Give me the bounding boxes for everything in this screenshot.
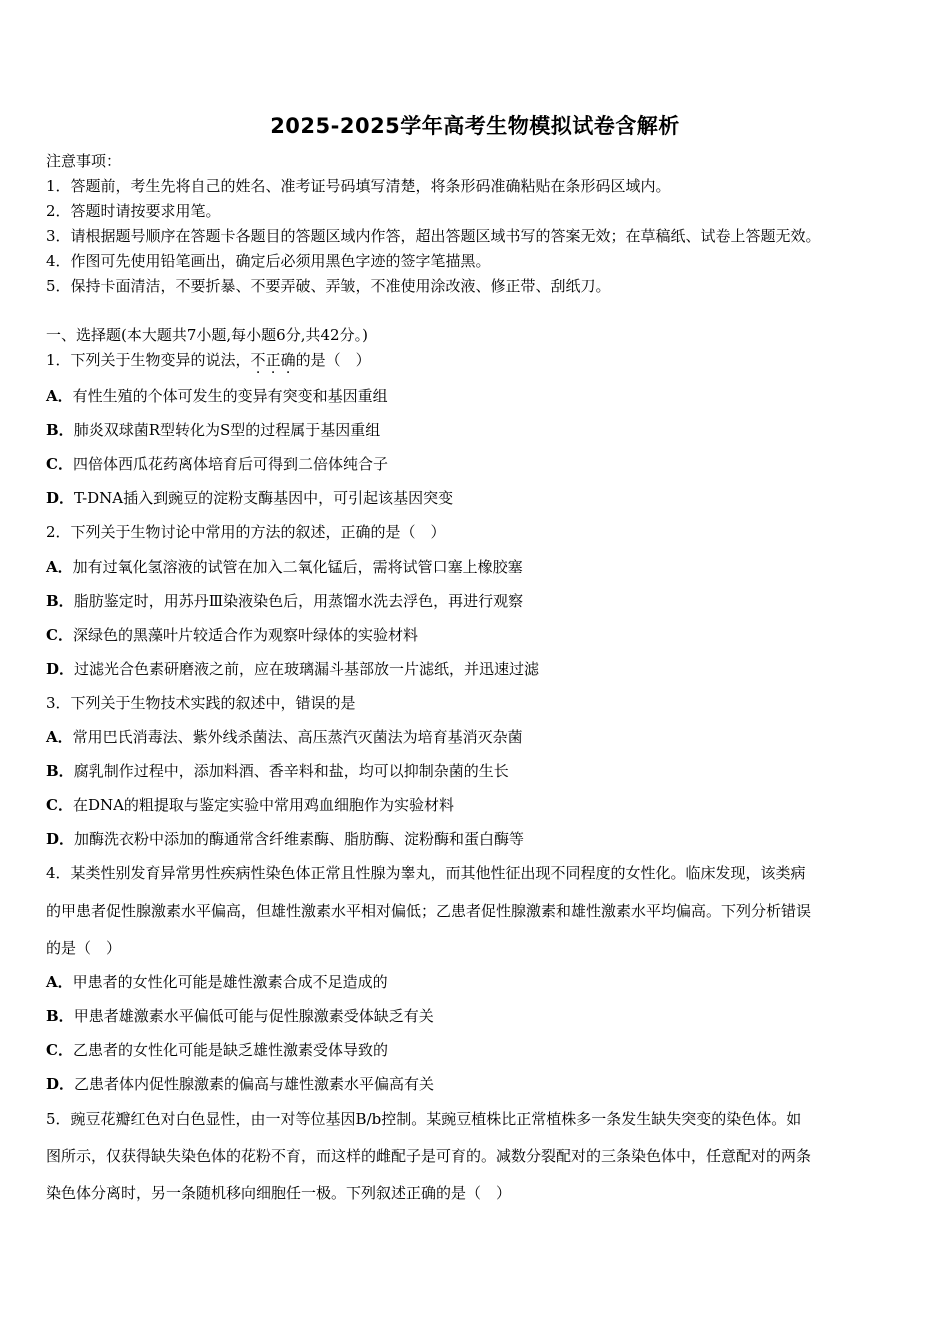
option-letter: A． [46,728,73,746]
question-5-stem-line-2: 图所示，仅获得缺失染色体的花粉不育，而这样的雌配子是可育的。减数分裂配对的三条染色体中，任意配对的两条 [46,1147,812,1165]
question-2-option-a [46,557,523,577]
option-letter: B． [46,421,74,439]
option-text: 甲患者的女性化可能是雄性激素合成不足造成的 [72,973,388,991]
question-4-option-b [46,1006,434,1026]
question-4-option-c [46,1040,388,1060]
option-letter: C． [46,1041,73,1059]
question-5-stem-line-3: 染色体分离时，另一条随机移向细胞任一极。下列叙述正确的是（ ） [46,1184,512,1202]
question-1-stem [46,350,371,370]
question-4-option-d [46,1074,434,1094]
question-1-emphasis: 不正确 [250,351,296,369]
option-letter: D． [46,1075,75,1093]
question-1-option-d [46,488,453,508]
option-text: 常用巴氏消毒法、紫外线杀菌法、高压蒸汽灭菌法为培育基消灭杂菌 [72,728,523,746]
option-text: 甲患者雄激素水平偏低可能与促性腺激素受体缺乏有关 [73,1007,434,1025]
question-2-option-d [46,659,539,679]
question-3-option-b [46,761,509,781]
option-letter: D． [46,830,75,848]
question-3-stem: 3．下列关于生物技术实践的叙述中，错误的是 [46,694,356,712]
option-text: 加有过氧化氢溶液的试管在加入二氧化锰后，需将试管口塞上橡胶塞 [72,558,523,576]
option-text: 乙患者体内促性腺激素的偏高与雄性激素水平偏高有关 [74,1075,435,1093]
option-text: 腐乳制作过程中，添加料酒、香辛料和盐，均可以抑制杂菌的生长 [73,762,509,780]
option-letter: A． [46,387,73,405]
option-letter: C． [46,455,73,473]
question-3-option-c [46,795,454,815]
question-3-option-a [46,727,523,747]
option-text: 脂肪鉴定时，用苏丹Ⅲ染液染色后，用蒸馏水洗去浮色，再进行观察 [73,592,524,610]
option-letter: B． [46,762,74,780]
notice-item-2: 2．答题时请按要求用笔。 [46,202,221,220]
page-title: 2025-2025学年高考生物模拟试卷含解析 [270,114,680,138]
option-text: 乙患者的女性化可能是缺乏雄性激素受体导致的 [72,1041,388,1059]
section-heading: 一、选择题(本大题共7小题,每小题6分,共42分。) [46,326,368,344]
question-4-stem-line-1: 4．某类性别发育异常男性疾病性染色体正常且性腺为睾丸，而其他性征出现不同程度的女性化。临床发现，该类病 [46,864,806,882]
option-letter: A． [46,973,73,991]
question-3-option-d [46,829,524,849]
option-letter: B． [46,592,74,610]
question-1-stem-pre: 1．下列关于生物变异的说法， [46,351,251,369]
option-text: 在DNA的粗提取与鉴定实验中常用鸡血细胞作为实验材料 [72,796,454,814]
option-text: 四倍体西瓜花药离体培育后可得到二倍体纯合子 [72,455,388,473]
notice-item-5: 5．保持卡面清洁，不要折暴、不要弄破、弄皱，不准使用涂改液、修正带、刮纸刀。 [46,277,611,295]
option-text: 加酶洗衣粉中添加的酶通常含纤维素酶、脂肪酶、淀粉酶和蛋白酶等 [74,830,525,848]
question-4-stem-line-3: 的是（ ） [46,939,122,957]
question-2-stem: 2．下列关于生物讨论中常用的方法的叙述，正确的是（ ） [46,523,446,541]
notice-item-1: 1．答题前，考生先将自己的姓名、准考证号码填写清楚，将条形码准确粘贴在条形码区域内。 [46,177,671,195]
option-text: 有性生殖的个体可发生的变异有突变和基因重组 [72,387,388,405]
question-4-option-a [46,972,388,992]
question-1-option-a [46,386,388,406]
notice-item-3: 3．请根据题号顺序在答题卡各题目的答题区域内作答，超出答题区域书写的答案无效；在草稿纸、试卷上答题无效。 [46,227,821,245]
option-letter: A． [46,558,73,576]
question-1-option-b [46,420,380,440]
option-text: 肺炎双球菌R型转化为S型的过程属于基因重组 [73,421,381,439]
question-2-option-b [46,591,523,611]
option-letter: C． [46,626,73,644]
option-text: 深绿色的黑藻叶片较适合作为观察叶绿体的实验材料 [72,626,418,644]
option-text: T-DNA插入到豌豆的淀粉支酶基因中，可引起该基因突变 [74,489,454,507]
option-letter: D． [46,660,75,678]
question-1-stem-post: 的是（ ） [295,351,371,369]
option-letter: D． [46,489,75,507]
question-5-stem-line-1: 5．豌豆花瓣红色对白色显性，由一对等位基因B/b控制。某豌豆植株比正常植株多一条发生缺失突变的染色体。如 [46,1110,802,1128]
notice-item-4: 4．作图可先使用铅笔画出，确定后必须用黑色字迹的签字笔描黑。 [46,252,491,270]
option-letter: C． [46,796,73,814]
option-text: 过滤光合色素研磨液之前，应在玻璃漏斗基部放一片滤纸，并迅速过滤 [74,660,540,678]
question-4-stem-line-2: 的甲患者促性腺激素水平偏高，但雄性激素水平相对偏低；乙患者促性腺激素和雄性激素水平均偏高。下列分析错误 [46,902,812,920]
notice-heading: 注意事项： [46,152,122,170]
question-1-option-c [46,454,388,474]
question-2-option-c [46,625,418,645]
option-letter: B． [46,1007,74,1025]
